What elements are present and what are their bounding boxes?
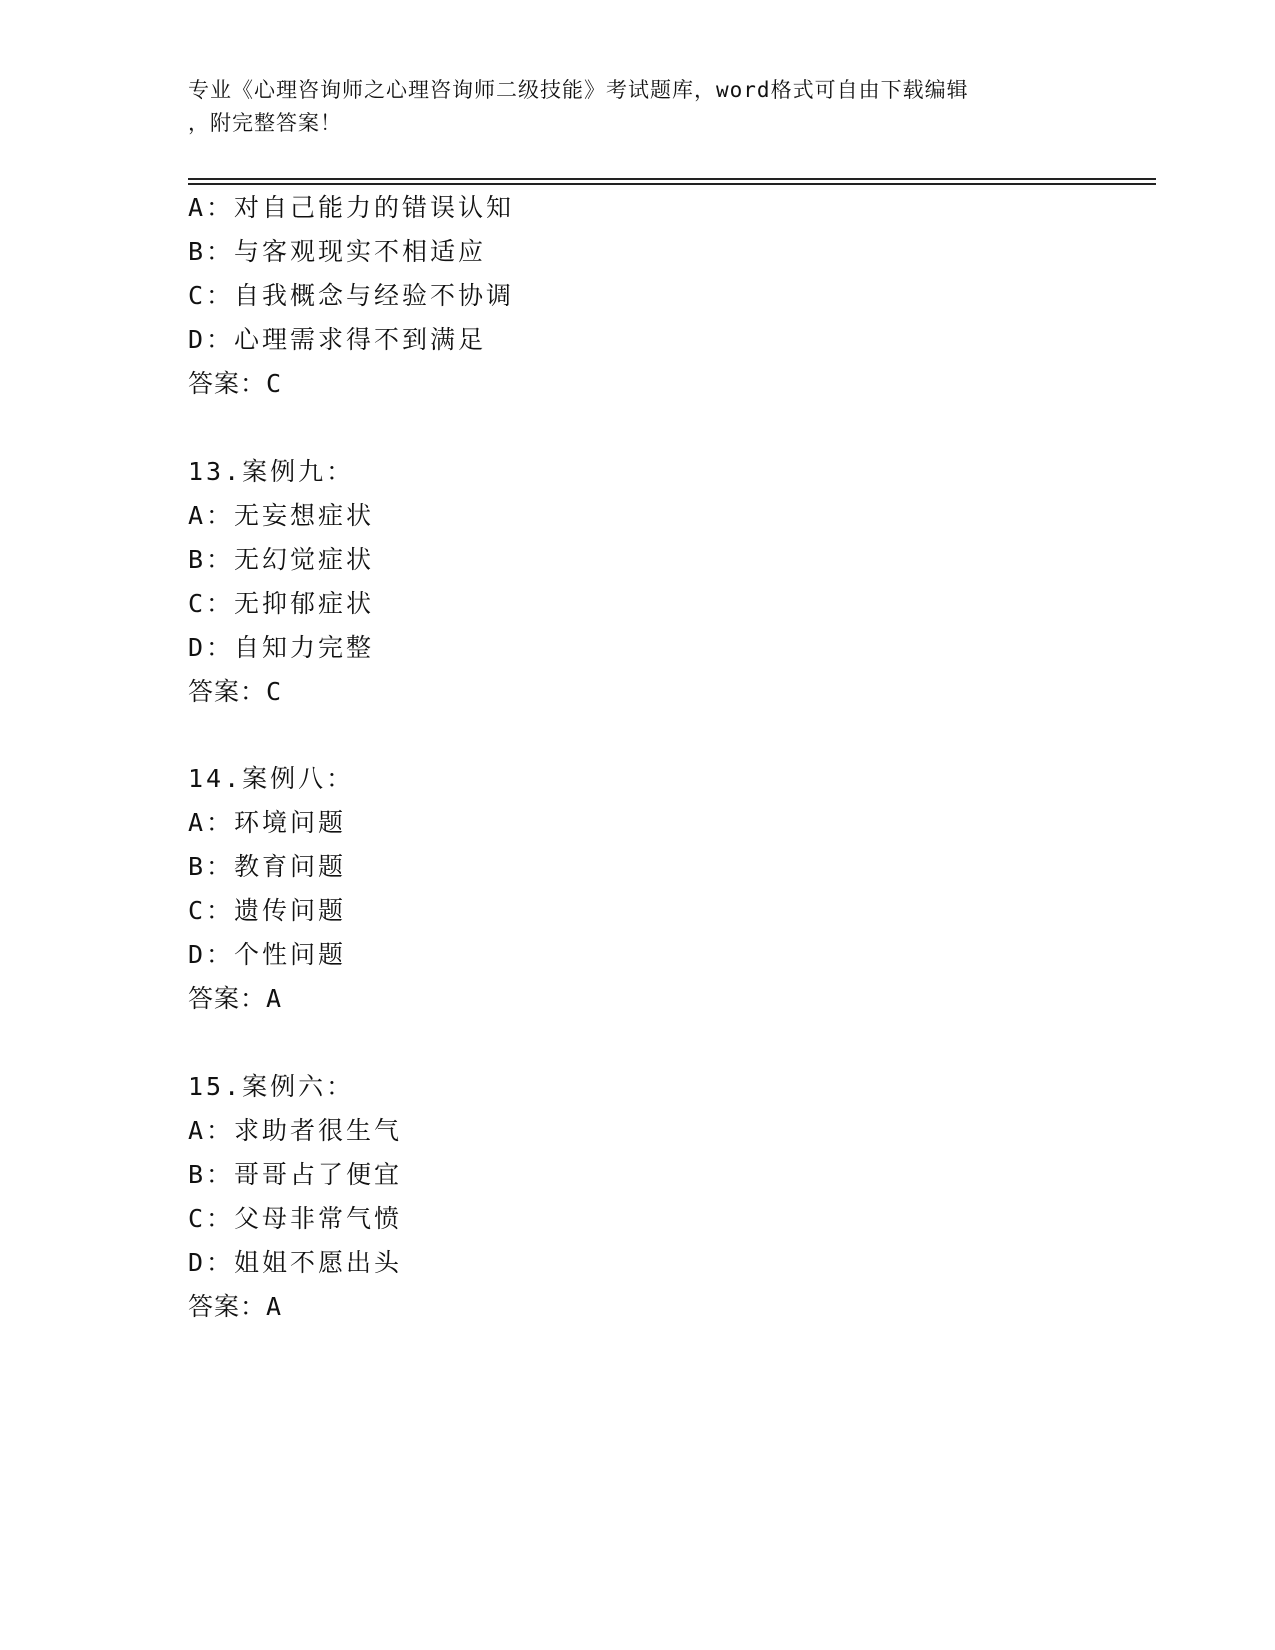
answer-value: A	[266, 1292, 283, 1321]
option-b: B：教育问题	[188, 852, 347, 881]
option-a: A：环境问题	[188, 808, 347, 837]
header-divider-bottom	[188, 183, 1156, 185]
document-header	[188, 74, 1068, 140]
option-c: C：父母非常气愤	[188, 1204, 403, 1233]
option-b: B：无幻觉症状	[188, 545, 375, 574]
option-b: B：哥哥占了便宜	[188, 1160, 403, 1189]
header-divider-top	[188, 178, 1156, 180]
option-c: C：遗传问题	[188, 896, 347, 925]
answer-value: C	[266, 677, 283, 706]
option-c: C：无抑郁症状	[188, 589, 375, 618]
question-title: 15.案例六：	[188, 1072, 355, 1101]
option-a: A：无妄想症状	[188, 501, 375, 530]
header-line-1: 专业《心理咨询师之心理咨询师二级技能》考试题库，word格式可自由下载编辑	[188, 78, 969, 102]
option-d: D：心理需求得不到满足	[188, 325, 487, 354]
answer-value: A	[266, 984, 283, 1013]
question-title: 13.案例九：	[188, 457, 355, 486]
answer-label: 答案：	[188, 369, 267, 398]
option-a: A：对自己能力的错误认知	[188, 193, 515, 222]
answer-line	[188, 982, 282, 1016]
answer-value: C	[266, 369, 283, 398]
option-b: B：与客观现实不相适应	[188, 237, 487, 266]
answer-line	[188, 1290, 282, 1324]
answer-line	[188, 367, 282, 401]
option-c: C：自我概念与经验不协调	[188, 281, 515, 310]
option-d: D：姐姐不愿出头	[188, 1248, 403, 1277]
option-d: D：自知力完整	[188, 633, 375, 662]
answer-label: 答案：	[188, 677, 267, 706]
question-title: 14.案例八：	[188, 764, 355, 793]
option-a: A：求助者很生气	[188, 1116, 403, 1145]
header-line-2: ，附完整答案！	[188, 111, 342, 135]
option-d: D：个性问题	[188, 940, 347, 969]
answer-line	[188, 675, 282, 709]
answer-label: 答案：	[188, 984, 267, 1013]
answer-label: 答案：	[188, 1292, 267, 1321]
